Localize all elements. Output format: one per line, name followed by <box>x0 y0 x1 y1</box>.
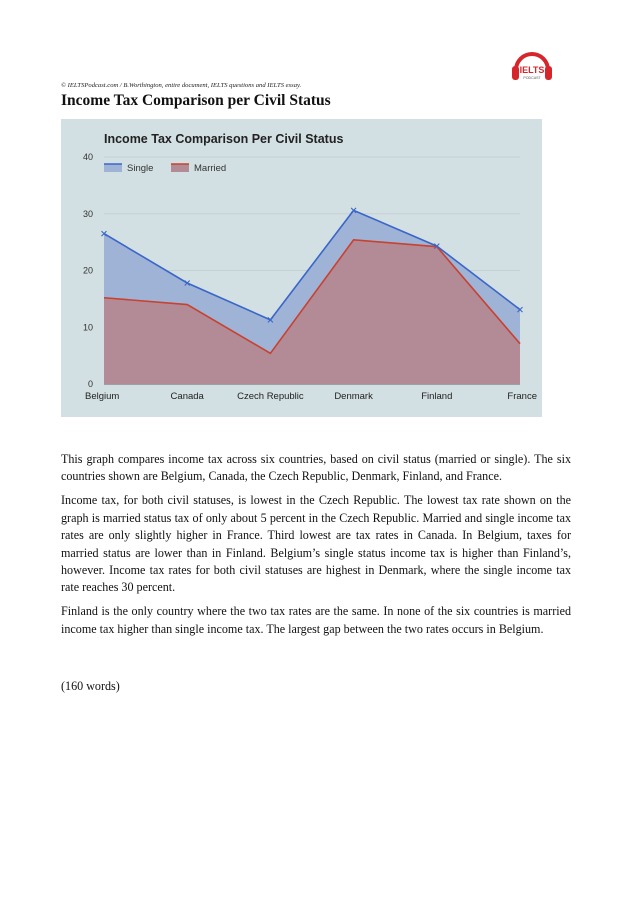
essay-paragraph-2: Income tax, for both civil statuses, is lowest in the Czech Republic. The lowest tax rate shown on the graph is married status tax of only about 5 percent in the Czech Republic. Married and single income tax rates are only slightly higher in France. Third lowest are tax rates in Canada. In Belgium, taxes for married status are lower than in Finland. Belgium’s single status income tax is higher than Finland’s, however. Income tax rates for both civil statuses are highest in Denmark, where the single income tax rate reaches 30 percent. <box>61 493 571 595</box>
y-tick-label: 0 <box>87 379 93 389</box>
document-title: Income Tax Comparison per Civil Status <box>61 92 331 109</box>
y-tick-label: 10 <box>82 322 93 333</box>
logo-subtext: PODCAST <box>523 76 541 80</box>
x-tick-label: Finland <box>421 391 453 402</box>
x-tick-label: Denmark <box>334 391 373 402</box>
x-tick-label: Canada <box>170 391 204 402</box>
legend-swatch-single <box>104 164 122 172</box>
logo-text: IELTS <box>519 65 545 75</box>
copyright-notice: © IELTSPodcast.com / B.Worthington, entire document, IELTS questions and IELTS essay. <box>61 82 302 89</box>
y-tick-label: 20 <box>82 265 93 276</box>
legend-swatch-married <box>171 164 189 172</box>
ielts-podcast-logo <box>506 48 558 86</box>
essay-paragraph-3: Finland is the only country where the two tax rates are the same. In none of the six countries is married income tax higher than single income tax. The largest gap between the two rates occurs in Belgium. <box>61 604 571 636</box>
legend-label-married: Married <box>194 163 227 174</box>
word-count: (160 words) <box>61 679 120 693</box>
y-tick-label: 40 <box>82 152 93 162</box>
headphones-icon <box>506 48 558 86</box>
chart-canvas <box>61 119 542 417</box>
income-tax-chart <box>61 119 542 417</box>
x-tick-label: Czech Republic <box>237 391 304 402</box>
y-tick-label: 30 <box>82 208 93 219</box>
chart-title: Income Tax Comparison Per Civil Status <box>104 132 344 146</box>
essay-body <box>61 451 571 645</box>
x-tick-label: France <box>507 391 537 402</box>
legend-label-single: Single <box>127 163 154 174</box>
essay-paragraph-1: This graph compares income tax across six countries, based on civil status (married or single). The six countries shown are Belgium, Canada, the Czech Republic, Denmark, Finland, and France. <box>61 452 571 484</box>
x-tick-label: Belgium <box>85 391 120 402</box>
